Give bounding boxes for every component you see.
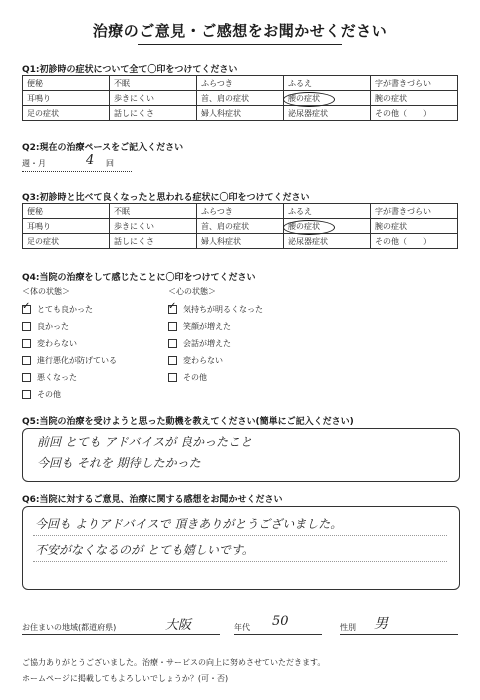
table-cell[interactable]: 泌尿器症状 [284,106,371,121]
q4-mind-option[interactable] [168,301,263,315]
q3-hand-circle-mark [283,220,335,235]
checkbox[interactable] [168,339,177,348]
q4-body-option[interactable] [22,321,69,332]
writing-guide-line [33,561,447,562]
table-cell[interactable]: 足の症状 [23,106,110,121]
q4-body-option[interactable] [22,372,77,383]
check-mark: ✓ [22,301,31,312]
option-label: 悪くなった [37,373,77,382]
table-cell[interactable]: 歩きにくい [110,91,197,106]
checkbox[interactable] [22,390,31,399]
area-label: お住まいの地域(都道府県) [22,623,117,632]
option-label: 会話が増えた [183,339,231,348]
q4-mind-option[interactable] [168,372,207,383]
q3-symptom-table [22,203,458,249]
area-underline [22,634,220,635]
table-cell[interactable]: 耳鳴り [23,219,110,234]
q6-answer-box[interactable] [22,506,460,590]
table-row [23,204,458,219]
table-row [23,91,458,106]
writing-guide-line [33,535,447,536]
option-label: その他 [37,390,61,399]
table-cell[interactable]: 腰の症状 [284,91,371,106]
checkbox[interactable] [168,301,177,314]
q5-answer-box[interactable] [22,428,460,482]
q5-answer-line: 今回も それを 期待したかった [37,456,201,470]
checkbox[interactable] [22,373,31,382]
option-label: 良かった [37,322,69,331]
gender-underline [340,634,458,635]
checkbox[interactable] [22,301,31,314]
gender-label: 性別 [340,623,356,632]
table-cell[interactable]: 婦人科症状 [197,106,284,121]
area-value-handwritten: 大阪 [165,618,192,633]
checkbox[interactable] [22,322,31,331]
table-cell[interactable]: 婦人科症状 [197,234,284,249]
publish-permission-question: ホームページに掲載してもよろしいでしょうか？(可・否) [22,674,229,683]
title-underline [138,44,342,45]
table-row [23,106,458,121]
gender-value-handwritten: 男 [374,616,388,632]
q3-title: Q3:初診時と比べて良くなったと思われる症状に〇印をつけてください [22,193,310,203]
table-cell[interactable]: 首、肩の症状 [197,91,284,106]
checkbox[interactable] [168,356,177,365]
table-cell[interactable]: 腰の症状 [284,219,371,234]
option-label: 変わらない [37,339,77,348]
table-cell[interactable]: その他（ ） [371,234,458,249]
checkbox[interactable] [168,373,177,382]
q4-mind-header: ＜心の状態＞ [168,287,216,296]
q6-title: Q6:当院に対するご意見、治療に関する感想をお聞かせください [22,495,283,505]
q5-title: Q5:当院の治療を受けようと思った動機を教えてください(簡単にご記入ください) [22,417,354,427]
option-label: 進行悪化が防げている [37,356,117,365]
table-cell[interactable]: 便秘 [23,76,110,91]
form-title: 治療のご意見・ご感想をお聞かせください [92,22,388,40]
age-label: 年代 [234,623,250,632]
table-cell[interactable]: 字が書きづらい [371,76,458,91]
checkbox[interactable] [168,322,177,331]
q4-body-option[interactable] [22,338,77,349]
q6-answer-line: 不安がなくなるのが とても嬉しいです。 [35,543,254,557]
table-row [23,219,458,234]
table-cell[interactable]: 首、肩の症状 [197,219,284,234]
q4-body-header: ＜体の状態＞ [22,287,70,296]
table-cell[interactable]: 耳鳴り [23,91,110,106]
q2-unit: 回 [106,159,114,168]
check-mark: ✓ [168,301,177,312]
option-label: 変わらない [183,356,223,365]
q2-underline [22,171,132,172]
q2-week-month: 週・月 [22,159,46,168]
q1-symptom-table [22,75,458,121]
table-cell[interactable]: ふらつき [197,76,284,91]
table-cell[interactable]: 話しにくさ [110,234,197,249]
q1-hand-circle-mark [283,92,335,107]
table-cell[interactable]: 足の症状 [23,234,110,249]
table-cell[interactable]: ふるえ [284,204,371,219]
table-cell[interactable]: 腕の症状 [371,91,458,106]
age-value-handwritten: 50 [272,614,289,629]
table-cell[interactable]: 不眠 [110,204,197,219]
q4-body-option[interactable] [22,301,93,315]
table-cell[interactable]: 字が書きづらい [371,204,458,219]
table-cell[interactable]: 腕の症状 [371,219,458,234]
option-label: とても良かった [37,305,93,314]
q4-title: Q4:当院の治療をして感じたことに〇印をつけてください [22,273,256,283]
q6-answer-line: 今回も よりアドバイスで 頂きありがとうございました。 [35,517,343,531]
table-row [23,76,458,91]
table-cell[interactable]: ふらつき [197,204,284,219]
table-cell[interactable]: 不眠 [110,76,197,91]
q2-title: Q2:現在の治療ペースをご記入ください [22,143,184,153]
q4-mind-option[interactable] [168,355,223,366]
q2-answer-row [22,158,46,169]
table-cell[interactable]: ふるえ [284,76,371,91]
option-label: その他 [183,373,207,382]
table-cell[interactable]: 話しにくさ [110,106,197,121]
table-cell[interactable]: 便秘 [23,204,110,219]
q4-mind-option[interactable] [168,338,231,349]
table-row [23,234,458,249]
option-label: 笑顔が増えた [183,322,231,331]
thanks-note: ご協力ありがとうございました。治療・サービスの向上に努めさせていただきます。 [22,658,326,667]
table-cell[interactable]: 泌尿器症状 [284,234,371,249]
q4-body-option[interactable] [22,389,61,400]
q5-answer-line: 前回 とても アドバイスが 良かったこと [37,435,253,449]
checkbox[interactable] [22,339,31,348]
q4-body-option[interactable] [22,355,117,366]
checkbox[interactable] [22,356,31,365]
q4-mind-option[interactable] [168,321,231,332]
q2-count-handwritten: 4 [86,153,95,168]
q1-title: Q1:初診時の症状について全て〇印をつけてください [22,65,238,75]
table-cell[interactable]: その他（ ） [371,106,458,121]
option-label: 気持ちが明るくなった [183,305,263,314]
age-underline [234,634,322,635]
table-cell[interactable]: 歩きにくい [110,219,197,234]
